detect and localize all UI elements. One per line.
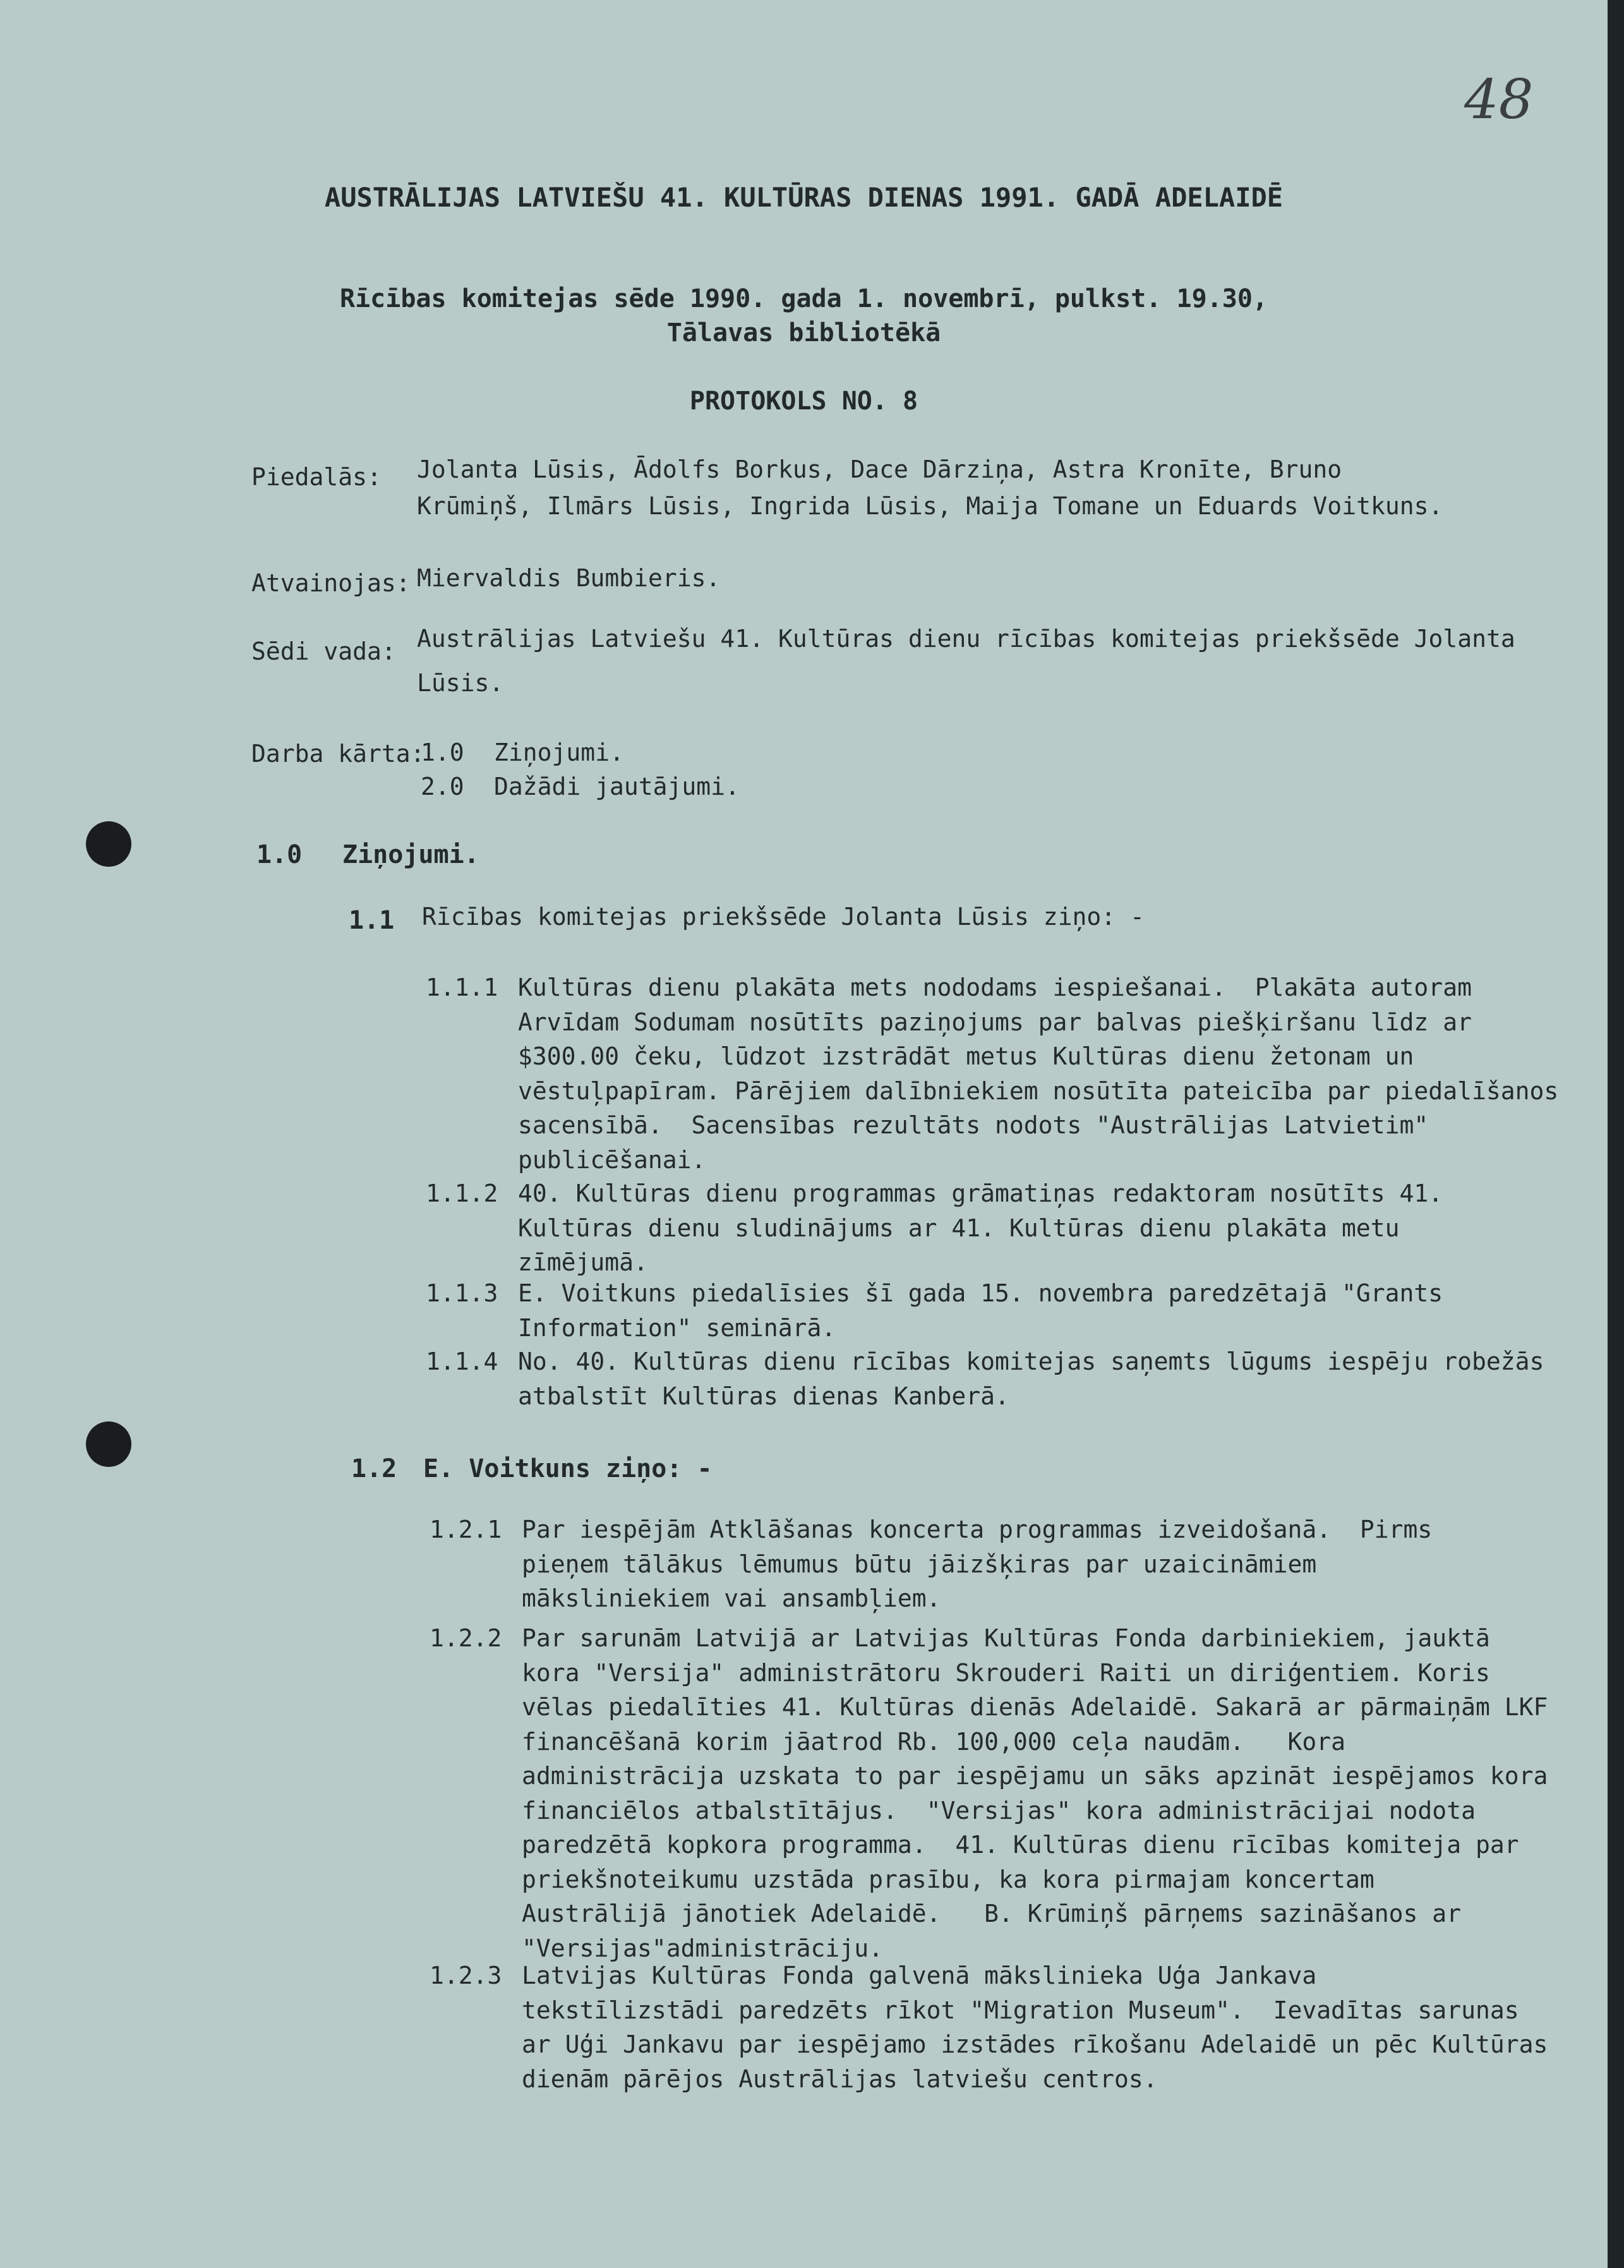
- item-text-line: Par sarunām Latvijā ar Latvijas Kultūras Fonda darbiniekiem, jauktā: [522, 1624, 1490, 1652]
- agenda-label: Darba kārta:: [251, 740, 425, 768]
- item-text-line: māksliniekiem vai ansambļiem.: [522, 1584, 941, 1612]
- punch-hole-top: [86, 821, 131, 867]
- item-number: 1.1.1: [426, 974, 498, 1001]
- chair-line-1: Austrālijas Latviešu 41. Kultūras dienu rīcības komitejas priekšsēde Jolanta: [417, 625, 1515, 653]
- item-text-line: E. Voitkuns piedalīsies šī gada 15. novembra paredzētajā "Grants: [518, 1279, 1443, 1307]
- item-number: 1.2.2: [430, 1624, 502, 1652]
- item-text-line: $300.00 čeku, lūdzot izstrādāt metus Kultūras dienu žetonam un: [518, 1042, 1414, 1070]
- section-number: 1.0: [256, 840, 303, 869]
- meeting-line-1: Rīcības komitejas sēde 1990. gada 1. novembrī, pulkst. 19.30,: [339, 284, 1268, 313]
- item-text-line: Latvijas Kultūras Fonda galvenā mākslinieka Uģa Jankava: [522, 1962, 1317, 1989]
- item-text-line: vēlas piedalīties 41. Kultūras dienās Adelaidē. Sakarā ar pārmaiņām LKF: [522, 1693, 1548, 1721]
- chair-line-2: Lūsis.: [417, 669, 504, 697]
- subsection-number: 1.1: [349, 906, 395, 935]
- item-text-line: pieņem tālākus lēmumus būtu jāizšķiras par uzaicināmiem: [522, 1550, 1317, 1578]
- item-text-line: zīmējumā.: [518, 1248, 648, 1276]
- item-text-line: Kultūras dienu sludinājums ar 41. Kultūras dienu plakāta metu: [518, 1214, 1400, 1242]
- item-number: 1.2.1: [430, 1516, 502, 1543]
- item-text-line: Kultūras dienu plakāta mets nododams iespiešanai. Plakāta autoram: [518, 974, 1472, 1001]
- agenda-item-num: 1.0: [421, 739, 464, 766]
- agenda-item-text: Dažādi jautājumi.: [494, 773, 740, 800]
- item-text-line: "Versijas"administrāciju.: [522, 1934, 883, 1962]
- subsection-number: 1.2: [351, 1454, 397, 1483]
- item-text-line: 40. Kultūras dienu programmas grāmatiņas redaktoram nosūtīts 41.: [518, 1179, 1443, 1207]
- attendance-line-2: Krūmiņš, Ilmārs Lūsis, Ingrida Lūsis, Maija Tomane un Eduards Voitkuns.: [417, 492, 1443, 520]
- item-number: 1.2.3: [430, 1962, 502, 1989]
- item-text-line: No. 40. Kultūras dienu rīcības komitejas saņemts lūgums iespēju robežās: [518, 1348, 1544, 1375]
- handwritten-page-number: 48: [1464, 68, 1534, 131]
- item-text-line: tekstīlizstādi paredzēts rīkot "Migration Museum". Ievadītas sarunas: [522, 1996, 1519, 2024]
- document-title: AUSTRĀLIJAS LATVIEŠU 41. KULTŪRAS DIENAS 1991. GADĀ ADELAIDĒ: [324, 182, 1284, 213]
- item-text-line: priekšnoteikumu uzstāda prasību, ka kora pirmajam koncertam: [522, 1865, 1374, 1893]
- attendance-line-1: Jolanta Lūsis, Ādolfs Borkus, Dace Dārziņa, Astra Kronīte, Bruno: [417, 455, 1342, 483]
- item-text-line: kora "Versija" administrātoru Skrouderi Raiti un diriģentiem. Koris: [522, 1658, 1490, 1687]
- item-number: 1.1.3: [426, 1279, 498, 1307]
- protocol-number: PROTOKOLS NO. 8: [689, 387, 918, 416]
- item-text-line: Information" seminārā.: [518, 1313, 836, 1342]
- agenda-item-text: Ziņojumi.: [494, 739, 624, 766]
- apologies-value: Miervaldis Bumbieris.: [417, 564, 721, 592]
- apologies-label: Atvainojas:: [251, 569, 411, 597]
- item-text-line: ar Uģi Jankavu par iespējamo izstādes rīkošanu Adelaidē un pēc Kultūras: [522, 2030, 1548, 2058]
- item-text-line: atbalstīt Kultūras dienas Kanberā.: [518, 1382, 1009, 1410]
- subsection-heading: E. Voitkuns ziņo: -: [423, 1454, 713, 1483]
- item-text-line: Arvīdam Sodumam nosūtīts paziņojums par balvas piešķiršanu līdz ar: [518, 1008, 1472, 1036]
- item-text-line: vēstuļpapīram. Pārējiem dalībniekiem nosūtīta pateicība par piedalīšanos: [518, 1077, 1559, 1105]
- item-text-line: Par iespējām Atklāšanas koncerta programmas izveidošanā. Pirms: [522, 1516, 1433, 1543]
- item-text-line: publicēšanai.: [518, 1145, 706, 1174]
- item-number: 1.1.4: [426, 1348, 498, 1375]
- attendance-label: Piedalās:: [251, 463, 382, 491]
- item-number: 1.1.2: [426, 1179, 498, 1207]
- punch-hole-bottom: [86, 1421, 131, 1467]
- item-text-line: sacensībā. Sacensības rezultāts nodots "Austrālijas Latvietim": [518, 1111, 1429, 1139]
- section-title: Ziņojumi.: [342, 840, 479, 869]
- item-text-line: financiēlos atbalstītājus. "Versijas" kora administrācijai nodota: [522, 1796, 1476, 1825]
- item-text-line: dienām pārējos Austrālijas latviešu centros.: [522, 2065, 1158, 2093]
- chair-label: Sēdi vada:: [251, 637, 396, 665]
- item-text-line: Austrālijā jānotiek Adelaidē. B. Krūmiņš pārņems sazināšanos ar: [522, 1900, 1462, 1927]
- meeting-line-2: Tālavas bibliotēkā: [666, 318, 941, 347]
- item-text-line: administrācija uzskata to par iespējamu un sāks apzināt iespējamos kora: [522, 1762, 1548, 1790]
- item-text-line: paredzētā kopkora programma. 41. Kultūras dienu rīcības komiteja par: [522, 1831, 1519, 1859]
- agenda-item-num: 2.0: [421, 773, 464, 800]
- item-text-line: financēšanā korim jāatrod Rb. 100,000 ceļa naudām. Kora: [522, 1727, 1346, 1756]
- subsection-heading: Rīcības komitejas priekšsēde Jolanta Lūsis ziņo: -: [422, 903, 1145, 931]
